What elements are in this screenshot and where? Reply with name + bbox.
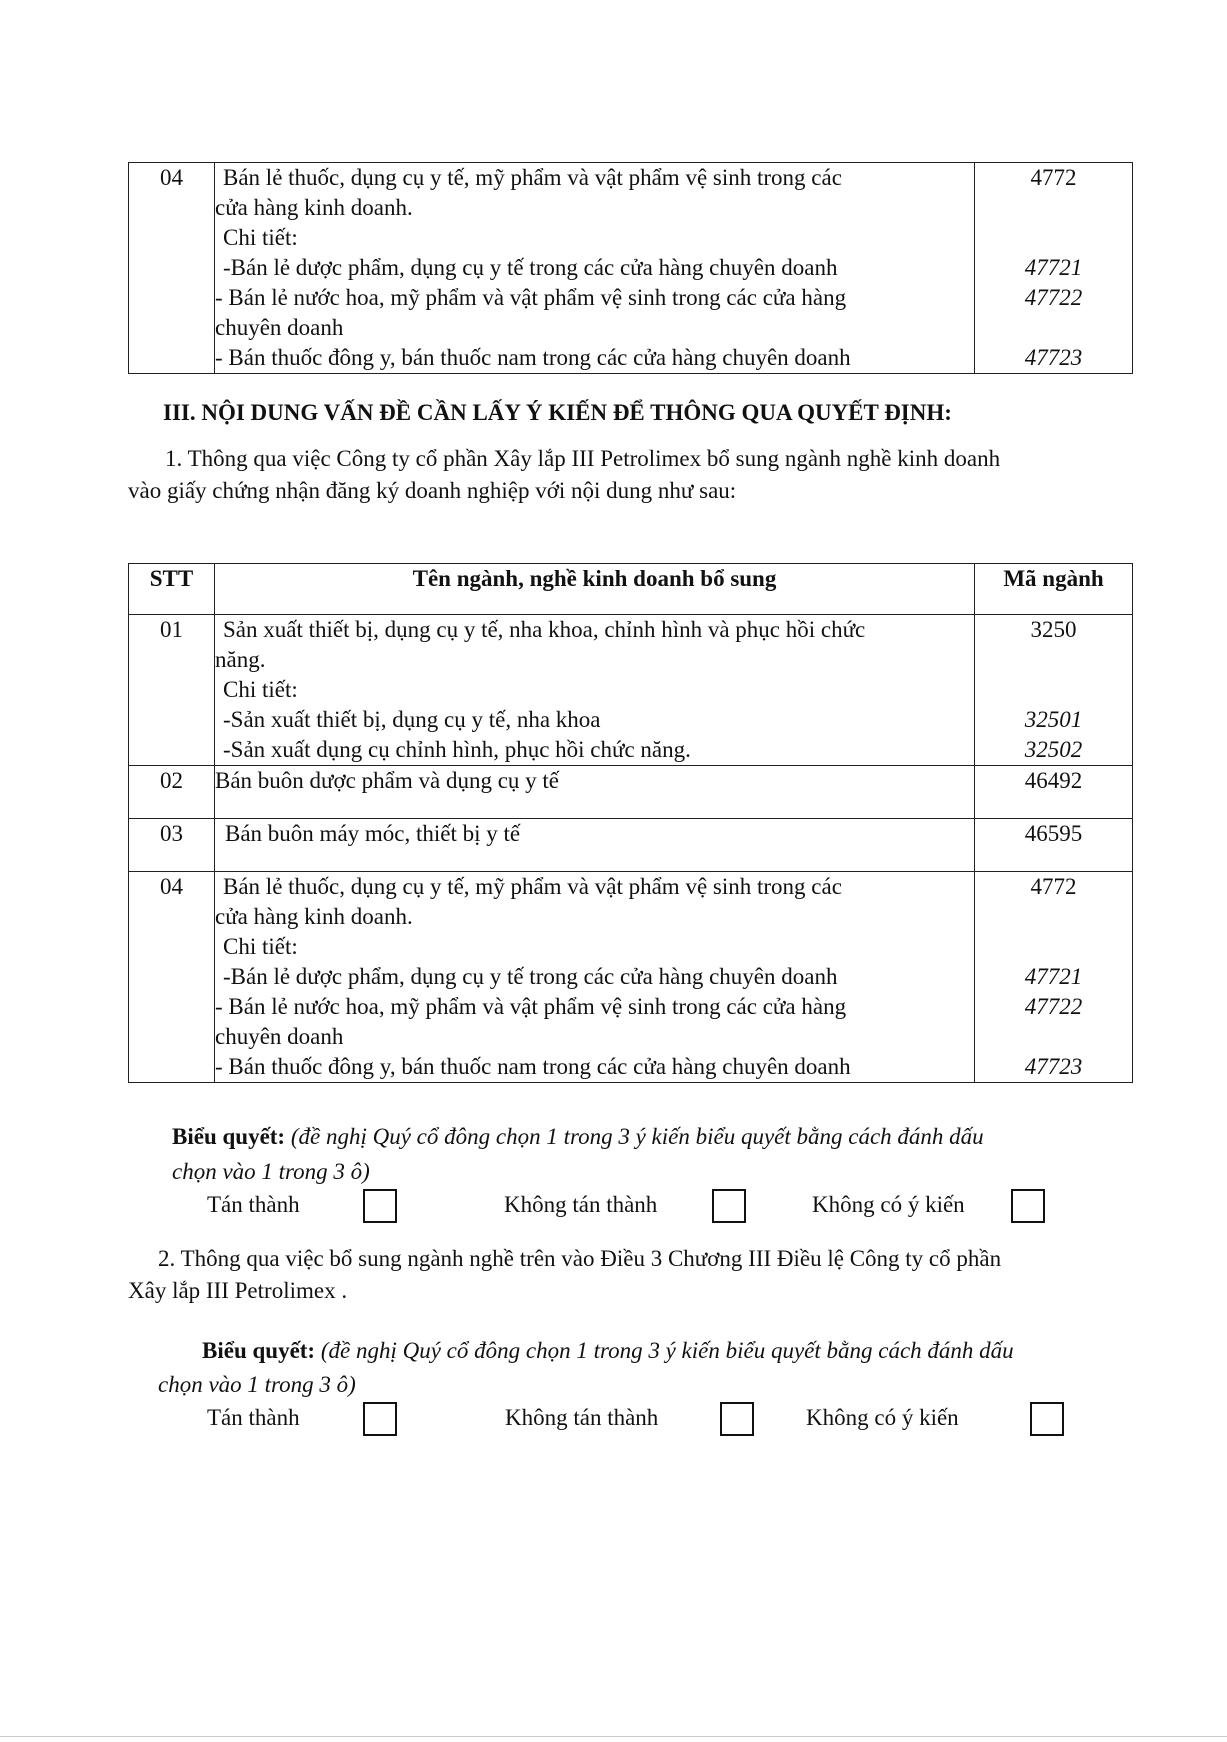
industry-code [975,163,1133,374]
table-row [129,872,1133,1083]
code-line: 47721 [1024,964,1083,989]
code-line [975,932,1132,962]
row-number: 01 [129,615,215,766]
code-line [975,675,1132,705]
top-continuation-table [128,162,1133,374]
name-line: Chi tiết: [223,225,298,250]
table-row [129,163,1133,374]
approve-checkbox[interactable] [363,1189,397,1223]
disapprove-checkbox[interactable] [712,1189,746,1223]
name-line: Bán lẻ thuốc, dụng cụ y tế, mỹ phẩm và vật phẩm vệ sinh trong các [223,874,842,899]
code-line: 3250 [1030,617,1077,642]
approve-checkbox[interactable] [363,1402,397,1436]
code-line: 47723 [1024,1054,1083,1079]
vote-instruction: chọn vào 1 trong 3 ô) [172,1159,370,1184]
name-line: - Bán lẻ nước hoa, mỹ phẩm và vật phẩm vệ sinh trong các cửa hàng [215,994,847,1019]
name-line: - Bán thuốc đông y, bán thuốc nam trong các cửa hàng chuyên doanh [215,1054,851,1079]
row-number: 04 [129,163,215,374]
option-no-opinion-label: Không có ý kiến [806,1405,959,1430]
disapprove-checkbox[interactable] [720,1402,754,1436]
business-line-name: Bán buôn máy móc, thiết bị y tế [215,819,975,872]
name-line: Sản xuất thiết bị, dụng cụ y tế, nha khoa, chỉnh hình và phục hồi chức [223,617,866,642]
code-line [975,645,1132,675]
no-opinion-checkbox[interactable] [1011,1189,1045,1223]
code-line [975,902,1132,932]
table-row [129,819,1133,872]
paragraph-2 [128,1244,1133,1308]
name-line: -Sản xuất dụng cụ chỉnh hình, phục hồi chức năng. [223,737,691,762]
name-line: -Bán lẻ dược phẩm, dụng cụ y tế trong các cửa hàng chuyên doanh [223,255,838,280]
code-line: 47722 [1024,994,1083,1019]
paragraph-line: 1. Thông qua việc Công ty cổ phần Xây lắp III Petrolimex bổ sung ngành nghề kinh doanh [165,446,1001,471]
industry-code [975,615,1133,766]
name-line: - Bán lẻ nước hoa, mỹ phẩm và vật phẩm vệ sinh trong các cửa hàng [215,285,847,310]
vote-label: Biểu quyết: [172,1124,286,1149]
paragraph-1 [128,444,1133,508]
header-name: Tên ngành, nghề kinh doanh bổ sung [215,564,975,615]
code-line [975,1022,1132,1052]
name-line: chuyên doanh [215,315,344,340]
business-line-name: Bán buôn dược phẩm và dụng cụ y tế [215,766,975,819]
page-edge-line [0,1736,1227,1737]
vote-1-instruction-cont [172,1157,370,1187]
no-opinion-checkbox[interactable] [1030,1402,1064,1436]
row-number: 04 [129,872,215,1083]
vote-instruction: chọn vào 1 trong 3 ô) [158,1372,356,1397]
code-line: 32502 [1024,737,1083,762]
name-line: năng. [215,647,266,672]
industry-code: 46492 [975,766,1133,819]
option-no-opinion-label: Không có ý kiến [812,1192,965,1217]
vote-instruction: (đề nghị Quý cổ đông chọn 1 trong 3 ý kiến biểu quyết bằng cách đánh dấu [320,1338,1014,1363]
name-line: - Bán thuốc đông y, bán thuốc nam trong các cửa hàng chuyên doanh [215,345,851,370]
business-line-name [215,615,975,766]
vote-label: Biểu quyết: [202,1338,316,1363]
section-heading: III. NỘI DUNG VẤN ĐỀ CẦN LẤY Ý KIẾN ĐỂ THÔNG QUA QUYẾT ĐỊNH: [163,400,952,425]
table-header-row [129,564,1133,615]
row-number: 02 [129,766,215,819]
code-line: 4772 [1030,165,1077,190]
name-line: cửa hàng kinh doanh. [215,904,413,929]
option-disapprove-label: Không tán thành [505,1405,659,1430]
option-disapprove-label: Không tán thành [504,1192,658,1217]
business-line-name [215,872,975,1083]
paragraph-line: Xây lắp III Petrolimex . [128,1278,348,1303]
business-lines-table [128,563,1133,1083]
business-line-name [215,163,975,374]
row-number: 03 [129,819,215,872]
name-line: -Sản xuất thiết bị, dụng cụ y tế, nha khoa [223,707,601,732]
code-line: 47723 [1024,345,1083,370]
vote-2-instruction [202,1336,1014,1366]
code-line: 47722 [1024,285,1083,310]
vote-2-instruction-cont [158,1370,356,1400]
vote-1-instruction [172,1122,984,1152]
name-line: cửa hàng kinh doanh. [215,195,413,220]
name-line: Bán lẻ thuốc, dụng cụ y tế, mỹ phẩm và vật phẩm vệ sinh trong các [223,165,842,190]
name-line: Chi tiết: [223,677,298,702]
code-line: 4772 [1030,874,1077,899]
name-line: -Bán lẻ dược phẩm, dụng cụ y tế trong các cửa hàng chuyên doanh [223,964,838,989]
industry-code: 46595 [975,819,1133,872]
paragraph-line: 2. Thông qua việc bổ sung ngành nghề trên vào Điều 3 Chương III Điều lệ Công ty cổ phần [158,1246,1002,1271]
header-stt: STT [129,564,215,615]
table-row [129,766,1133,819]
industry-code [975,872,1133,1083]
name-line: Chi tiết: [223,934,298,959]
table-row [129,615,1133,766]
paragraph-line: vào giấy chứng nhận đăng ký doanh nghiệp với nội dung như sau: [128,478,737,503]
header-code: Mã ngành [975,564,1133,615]
vote-instruction: (đề nghị Quý cổ đông chọn 1 trong 3 ý kiến biểu quyết bằng cách đánh dấu [290,1124,984,1149]
code-line [975,223,1132,253]
code-line [975,193,1132,223]
code-line [975,313,1132,343]
name-line: chuyên doanh [215,1024,344,1049]
code-line: 32501 [1024,707,1083,732]
option-approve-label: Tán thành [207,1192,300,1217]
option-approve-label: Tán thành [207,1405,300,1430]
code-line: 47721 [1024,255,1083,280]
